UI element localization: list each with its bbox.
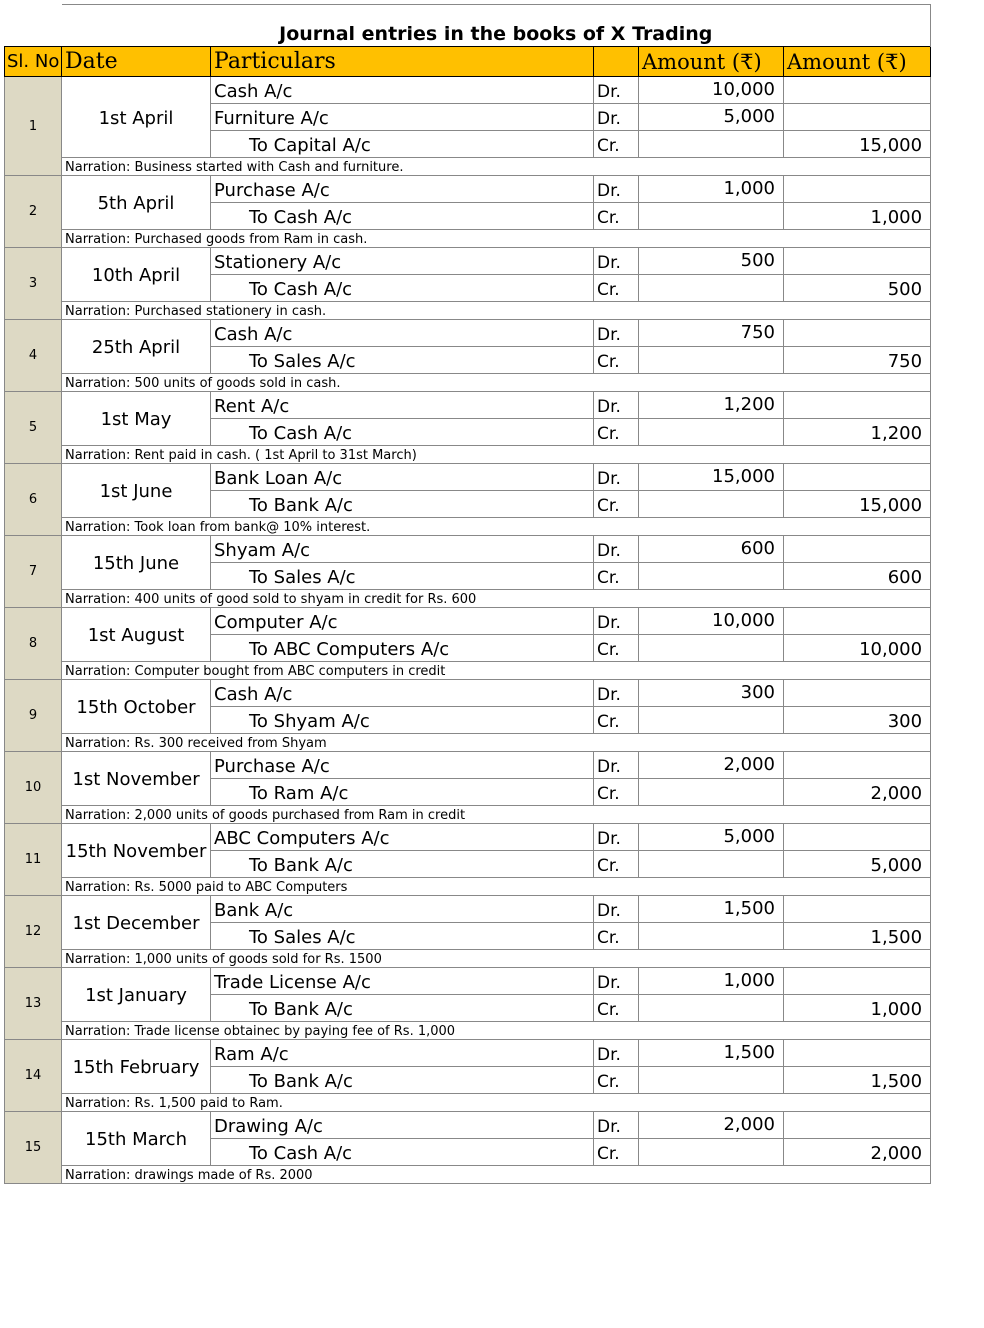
entry-type: Cr.: [594, 635, 639, 662]
particular-account: To ABC Computers A/c: [211, 635, 594, 662]
serial-number: 4: [5, 320, 62, 392]
serial-number: 15: [5, 1112, 62, 1184]
narration-row: [5, 950, 931, 968]
credit-amount: [784, 392, 931, 419]
entry-date: 15th June: [62, 536, 211, 590]
journal-line-row: [5, 968, 931, 995]
particular-account: Shyam A/c: [211, 536, 594, 563]
particular-account: Rent A/c: [211, 392, 594, 419]
narration-text: Narration: Computer bought from ABC computers in credit: [62, 662, 931, 680]
serial-number: 6: [5, 464, 62, 536]
entry-date: 1st April: [62, 77, 211, 158]
debit-amount: 2,000: [639, 752, 784, 779]
particular-account: To Shyam A/c: [211, 707, 594, 734]
entry-type: Dr.: [594, 752, 639, 779]
debit-amount: [639, 275, 784, 302]
entry-type: Dr.: [594, 824, 639, 851]
debit-amount: [639, 563, 784, 590]
entry-date: 15th November: [62, 824, 211, 878]
entry-date: 15th October: [62, 680, 211, 734]
entry-type: Dr.: [594, 176, 639, 203]
credit-amount: 1,500: [784, 923, 931, 950]
particular-account: To Bank A/c: [211, 491, 594, 518]
header-amount-debit: Amount (₹): [639, 47, 784, 77]
entry-type: Dr.: [594, 248, 639, 275]
debit-amount: [639, 203, 784, 230]
entry-type: Dr.: [594, 392, 639, 419]
particular-account: Trade License A/c: [211, 968, 594, 995]
entry-type: Cr.: [594, 707, 639, 734]
narration-row: [5, 878, 931, 896]
particular-account: Drawing A/c: [211, 1112, 594, 1139]
debit-amount: [639, 995, 784, 1022]
narration-row: [5, 1022, 931, 1040]
journal-line-row: [5, 320, 931, 347]
entry-date: 5th April: [62, 176, 211, 230]
sheet-title: Journal entries in the books of X Trading: [62, 5, 931, 47]
debit-amount: [639, 491, 784, 518]
entry-type: Cr.: [594, 347, 639, 374]
entry-type: Cr.: [594, 923, 639, 950]
credit-amount: 2,000: [784, 779, 931, 806]
particular-account: Cash A/c: [211, 77, 594, 104]
serial-number: 5: [5, 392, 62, 464]
narration-text: Narration: Purchased goods from Ram in cash.: [62, 230, 931, 248]
entry-type: Cr.: [594, 563, 639, 590]
credit-amount: [784, 752, 931, 779]
debit-amount: 10,000: [639, 77, 784, 104]
entry-type: Cr.: [594, 275, 639, 302]
credit-amount: [784, 176, 931, 203]
narration-row: [5, 806, 931, 824]
header-row: [5, 47, 931, 77]
journal-line-row: [5, 536, 931, 563]
entry-type: Dr.: [594, 464, 639, 491]
debit-amount: 300: [639, 680, 784, 707]
particular-account: Stationery A/c: [211, 248, 594, 275]
debit-amount: 5,000: [639, 104, 784, 131]
narration-text: Narration: Took loan from bank@ 10% interest.: [62, 518, 931, 536]
particular-account: Cash A/c: [211, 680, 594, 707]
entry-type: Dr.: [594, 1040, 639, 1067]
journal-line-row: [5, 824, 931, 851]
particular-account: To Ram A/c: [211, 779, 594, 806]
entry-date: 25th April: [62, 320, 211, 374]
entry-date: 1st December: [62, 896, 211, 950]
header-particulars: Particulars: [211, 47, 594, 77]
serial-number: 2: [5, 176, 62, 248]
credit-amount: 300: [784, 707, 931, 734]
debit-amount: 1,500: [639, 1040, 784, 1067]
particular-account: ABC Computers A/c: [211, 824, 594, 851]
serial-number: 3: [5, 248, 62, 320]
debit-amount: [639, 923, 784, 950]
debit-amount: 750: [639, 320, 784, 347]
narration-row: [5, 230, 931, 248]
credit-amount: [784, 320, 931, 347]
entry-type: Dr.: [594, 77, 639, 104]
particular-account: To Bank A/c: [211, 995, 594, 1022]
credit-amount: [784, 77, 931, 104]
entry-type: Cr.: [594, 1067, 639, 1094]
particular-account: To Bank A/c: [211, 851, 594, 878]
journal-line-row: [5, 248, 931, 275]
narration-text: Narration: Trade license obtainec by paying fee of Rs. 1,000: [62, 1022, 931, 1040]
debit-amount: 1,000: [639, 176, 784, 203]
particular-account: Bank A/c: [211, 896, 594, 923]
particular-account: To Sales A/c: [211, 347, 594, 374]
serial-number: 9: [5, 680, 62, 752]
particular-account: Purchase A/c: [211, 752, 594, 779]
particular-account: To Sales A/c: [211, 923, 594, 950]
narration-text: Narration: Rent paid in cash. ( 1st April to 31st March): [62, 446, 931, 464]
journal-table: [4, 4, 931, 1184]
entry-type: Dr.: [594, 680, 639, 707]
journal-line-row: [5, 464, 931, 491]
debit-amount: [639, 1067, 784, 1094]
serial-number: 1: [5, 77, 62, 176]
narration-text: Narration: 400 units of good sold to shyam in credit for Rs. 600: [62, 590, 931, 608]
credit-amount: [784, 824, 931, 851]
narration-text: Narration: 500 units of goods sold in cash.: [62, 374, 931, 392]
credit-amount: 500: [784, 275, 931, 302]
entry-date: 1st June: [62, 464, 211, 518]
credit-amount: [784, 968, 931, 995]
particular-account: Cash A/c: [211, 320, 594, 347]
entry-type: Dr.: [594, 968, 639, 995]
debit-amount: 500: [639, 248, 784, 275]
serial-number: 10: [5, 752, 62, 824]
particular-account: Purchase A/c: [211, 176, 594, 203]
entry-type: Dr.: [594, 896, 639, 923]
credit-amount: [784, 608, 931, 635]
header-date: Date: [62, 47, 211, 77]
entry-type: Cr.: [594, 491, 639, 518]
debit-amount: 5,000: [639, 824, 784, 851]
debit-amount: 10,000: [639, 608, 784, 635]
serial-number: 12: [5, 896, 62, 968]
journal-line-row: [5, 77, 931, 104]
credit-amount: 1,000: [784, 995, 931, 1022]
particular-account: Furniture A/c: [211, 104, 594, 131]
particular-account: To Cash A/c: [211, 275, 594, 302]
entry-date: 1st November: [62, 752, 211, 806]
entry-type: Cr.: [594, 131, 639, 158]
narration-row: [5, 662, 931, 680]
journal-line-row: [5, 608, 931, 635]
particular-account: To Cash A/c: [211, 1139, 594, 1166]
entry-date: 1st August: [62, 608, 211, 662]
entry-type: Dr.: [594, 608, 639, 635]
journal-line-row: [5, 392, 931, 419]
particular-account: Bank Loan A/c: [211, 464, 594, 491]
entry-type: Cr.: [594, 419, 639, 446]
debit-amount: 15,000: [639, 464, 784, 491]
debit-amount: 1,500: [639, 896, 784, 923]
entry-type: Dr.: [594, 536, 639, 563]
debit-amount: [639, 419, 784, 446]
journal-line-row: [5, 896, 931, 923]
entry-type: Dr.: [594, 320, 639, 347]
credit-amount: [784, 536, 931, 563]
entry-date: 15th March: [62, 1112, 211, 1166]
debit-amount: 1,200: [639, 392, 784, 419]
serial-number: 11: [5, 824, 62, 896]
credit-amount: [784, 1040, 931, 1067]
narration-row: [5, 1094, 931, 1112]
narration-text: Narration: Rs. 1,500 paid to Ram.: [62, 1094, 931, 1112]
credit-amount: 2,000: [784, 1139, 931, 1166]
entry-date: 1st May: [62, 392, 211, 446]
journal-line-row: [5, 680, 931, 707]
serial-number: 14: [5, 1040, 62, 1112]
narration-text: Narration: 2,000 units of goods purchased from Ram in credit: [62, 806, 931, 824]
header-sl-no: Sl. No: [5, 47, 62, 77]
credit-amount: 1,200: [784, 419, 931, 446]
entry-type: Dr.: [594, 104, 639, 131]
narration-text: Narration: Rs. 300 received from Shyam: [62, 734, 931, 752]
serial-number: 7: [5, 536, 62, 608]
credit-amount: [784, 680, 931, 707]
particular-account: To Sales A/c: [211, 563, 594, 590]
debit-amount: [639, 851, 784, 878]
entry-date: 15th February: [62, 1040, 211, 1094]
entry-date: 1st January: [62, 968, 211, 1022]
debit-amount: [639, 131, 784, 158]
narration-row: [5, 1166, 931, 1184]
debit-amount: [639, 779, 784, 806]
entry-type: Cr.: [594, 1139, 639, 1166]
narration-row: [5, 518, 931, 536]
particular-account: Ram A/c: [211, 1040, 594, 1067]
header-type: [594, 47, 639, 77]
narration-row: [5, 374, 931, 392]
entry-date: 10th April: [62, 248, 211, 302]
credit-amount: 1,500: [784, 1067, 931, 1094]
credit-amount: 10,000: [784, 635, 931, 662]
narration-row: [5, 590, 931, 608]
credit-amount: 15,000: [784, 491, 931, 518]
particular-account: To Capital A/c: [211, 131, 594, 158]
credit-amount: 750: [784, 347, 931, 374]
credit-amount: 600: [784, 563, 931, 590]
journal-line-row: [5, 176, 931, 203]
particular-account: To Cash A/c: [211, 203, 594, 230]
entry-type: Cr.: [594, 203, 639, 230]
narration-text: Narration: 1,000 units of goods sold for Rs. 1500: [62, 950, 931, 968]
particular-account: To Bank A/c: [211, 1067, 594, 1094]
journal-sheet: [4, 4, 930, 1184]
narration-row: [5, 158, 931, 176]
narration-row: [5, 302, 931, 320]
journal-line-row: [5, 1112, 931, 1139]
credit-amount: 15,000: [784, 131, 931, 158]
credit-amount: [784, 1112, 931, 1139]
debit-amount: [639, 707, 784, 734]
credit-amount: 1,000: [784, 203, 931, 230]
narration-text: Narration: drawings made of Rs. 2000: [62, 1166, 931, 1184]
debit-amount: 1,000: [639, 968, 784, 995]
credit-amount: [784, 896, 931, 923]
serial-number: 8: [5, 608, 62, 680]
entry-type: Dr.: [594, 1112, 639, 1139]
particular-account: To Cash A/c: [211, 419, 594, 446]
narration-row: [5, 734, 931, 752]
entry-type: Cr.: [594, 779, 639, 806]
credit-amount: [784, 248, 931, 275]
narration-text: Narration: Business started with Cash and furniture.: [62, 158, 931, 176]
credit-amount: 5,000: [784, 851, 931, 878]
header-amount-credit: Amount (₹): [784, 47, 931, 77]
credit-amount: [784, 104, 931, 131]
journal-line-row: [5, 752, 931, 779]
debit-amount: [639, 635, 784, 662]
narration-text: Narration: Purchased stationery in cash.: [62, 302, 931, 320]
entry-type: Cr.: [594, 995, 639, 1022]
narration-row: [5, 446, 931, 464]
entry-type: Cr.: [594, 851, 639, 878]
serial-number: 13: [5, 968, 62, 1040]
debit-amount: 600: [639, 536, 784, 563]
debit-amount: 2,000: [639, 1112, 784, 1139]
debit-amount: [639, 347, 784, 374]
debit-amount: [639, 1139, 784, 1166]
journal-line-row: [5, 1040, 931, 1067]
credit-amount: [784, 464, 931, 491]
particular-account: Computer A/c: [211, 608, 594, 635]
narration-text: Narration: Rs. 5000 paid to ABC Computers: [62, 878, 931, 896]
